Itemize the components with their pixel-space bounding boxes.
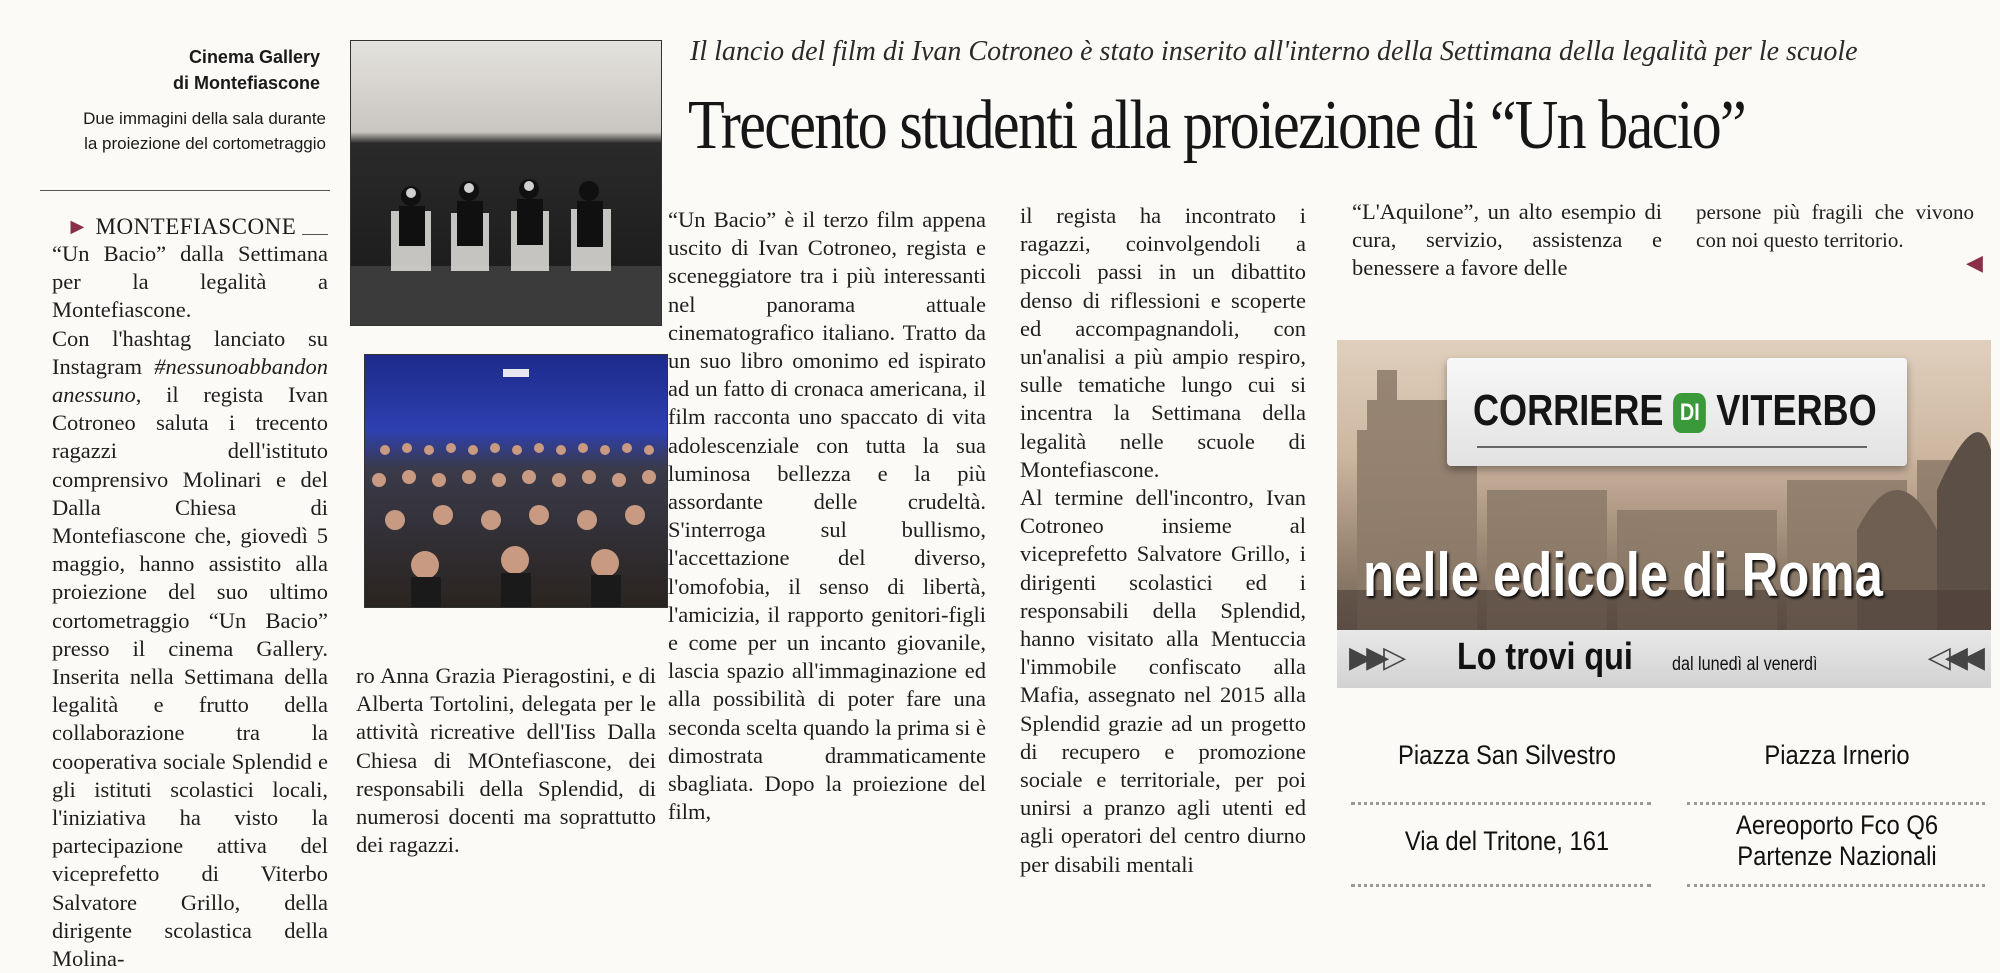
cinema-audience-photo bbox=[364, 354, 668, 608]
column5-body: “L'Aquilone”, un alto esempio di cura, servizio, assistenza e benessere a favore delle bbox=[1352, 199, 1662, 281]
location-airport-line1: Aereoporto Fco Q6 bbox=[1735, 810, 1939, 840]
column4-body-b: Al termine dell'incontro, Ivan Cotroneo insieme al viceprefetto Salvatore Grillo, i dirigenti scolastici ed i responsabili della Splendid, hanno visitato alla Mentuccia l'immobile confiscato alla Mafia, assegnato nel 2015 alla Splendid grazie ad un progetto di recupero e promozione sociale e territoriale, per poi unirsi a pranzo agli utenti ed agli operatori del centro diurno per disabili mentali bbox=[1020, 485, 1306, 877]
column6-body: persone più fragili che vivono con noi questo territorio. bbox=[1696, 200, 1974, 253]
article-column-1 bbox=[52, 240, 328, 973]
location-divider-left-1 bbox=[1351, 802, 1651, 805]
newspaper-logo bbox=[1473, 386, 1877, 436]
location-irnerio: Piazza Irnerio bbox=[1764, 740, 1910, 770]
location-divider-right-1 bbox=[1687, 802, 1985, 805]
logo-text-viterbo: VITERBO bbox=[1716, 386, 1877, 435]
caption-title-line2: di Montefiascone bbox=[172, 73, 320, 93]
location-tritone: Via del Tritone, 161 bbox=[1404, 826, 1610, 856]
location-san-silvestro: Piazza San Silvestro bbox=[1398, 740, 1616, 770]
logo-underline bbox=[1477, 446, 1867, 448]
location-divider-right-2 bbox=[1687, 884, 1985, 887]
location-divider-left-2 bbox=[1351, 884, 1651, 887]
column1-body: Con l'hashtag lanciato su Instagram #nessunoabbandonanessuno, il regista Ivan Cotroneo saluta i trecento ragazzi dell'istituto comprensivo Molinari e del Dalla Chiesa di Montefiascone che, giovedì 5 maggio, hanno assistito alla proiezione del suo ultimo cortometraggio “Un Bacio” presso il cinema Gallery. Inserita nella Settimana della legalità e frutto della collaborazione tra la cooperativa sociale Splendid e gli istituti scolastici locali, l'iniziativa ha visto la partecipazione attiva del viceprefetto di Viterbo Salvatore Grillo, della dirigente scolastica della Molina- bbox=[52, 325, 328, 972]
newspaper-logo-panel bbox=[1447, 358, 1907, 466]
arrows-left-icon: ▶▶▷ bbox=[1349, 641, 1401, 674]
cinema-stage-photo bbox=[350, 40, 662, 326]
logo-text-corriere: CORRIERE bbox=[1473, 386, 1664, 435]
ad-info-strip bbox=[1337, 630, 1991, 688]
column1-lead: “Un Bacio” dalla Settimana per la legalità a Montefiascone. bbox=[52, 241, 328, 323]
caption-text-line1: Due immagini della sala durante bbox=[83, 109, 326, 128]
ad-banner-headline: nelle edicole di Roma bbox=[1363, 541, 1883, 610]
newspaper-advertisement bbox=[1337, 340, 1991, 932]
dateline-rule bbox=[302, 234, 328, 235]
arrows-right-icon: ◁◀◀ bbox=[1927, 641, 1979, 674]
photo-caption-title bbox=[173, 44, 320, 96]
rome-skyline-image bbox=[1337, 340, 1991, 630]
end-marker-icon: ◀ bbox=[1966, 250, 1983, 275]
article-column-6 bbox=[1696, 198, 1974, 254]
strip-days-label: dal lunedì al venerdì bbox=[1672, 654, 1818, 675]
article-column-3 bbox=[668, 206, 986, 826]
article-column-2 bbox=[356, 662, 656, 859]
column2-body: ro Anna Grazia Pieragostini, e di Alberta Tortolini, delegata per le attività ricreative dell'Iiss Dalla Chiesa di MOntefiascone, dei responsabili della Splendid, di numerosi docenti ma soprattutto dei ragazzi. bbox=[356, 663, 656, 858]
dateline-text: MONTEFIASCONE bbox=[95, 214, 297, 239]
article-kicker: Il lancio del film di Ivan Cotroneo è stato inserito all'interno della Settimana della legalità per le scuole bbox=[690, 36, 1858, 67]
article-column-4 bbox=[1020, 202, 1306, 879]
caption-text-line2: la proiezione del cortometraggio bbox=[84, 134, 326, 153]
column4-body-a: il regista ha incontrato i ragazzi, coinvolgendoli a piccoli passi in un dibattito denso di riflessioni e scoperte ed accompagnandoli, con un'analisi a più ampio respiro, sulle tematiche lungo cui si incentra la Settimana della legalità nelle scuole di Montefiascone. bbox=[1020, 203, 1306, 482]
article-headline: Trecento studenti alla proiezione di “Un bacio” bbox=[688, 87, 1746, 164]
logo-text-di: DI bbox=[1673, 393, 1706, 433]
article-dateline bbox=[66, 214, 296, 240]
location-airport-line2: Partenze Nazionali bbox=[1737, 841, 1937, 871]
caption-divider bbox=[40, 190, 330, 191]
photo-caption-text bbox=[83, 106, 326, 156]
column3-body: “Un Bacio” è il terzo film appena uscito di Ivan Cotroneo, regista e sceneggiatore tra i più interessanti nel panorama attuale cinematografico italiano. Tratto da un suo libro omonimo ed ispirato ad un fatto di cronaca americana, il film racconta uno spaccato di vita adolescenziale con tutta la sua luminosa bellezza e la più assordante delle crudeltà. S'interroga sul bullismo, l'accettazione del diverso, l'omofobia, il senso di libertà, l'amicizia, il rapporto genitori-figli e come per un incanto giovanile, lascia spazio all'immaginazione ed alla possibilità di poter fare una seconda scelta quando la prima si è dimostrata drammaticamente sbagliata. Dopo la proiezione del film, bbox=[668, 207, 986, 825]
caption-title-line1: Cinema Gallery bbox=[188, 47, 320, 67]
strip-main-label: Lo trovi qui bbox=[1457, 636, 1633, 678]
dateline-marker-icon: ► bbox=[66, 214, 90, 239]
article-column-5 bbox=[1352, 198, 1662, 283]
hashtag-text: #nessunoabbandonanessuno bbox=[52, 353, 328, 408]
